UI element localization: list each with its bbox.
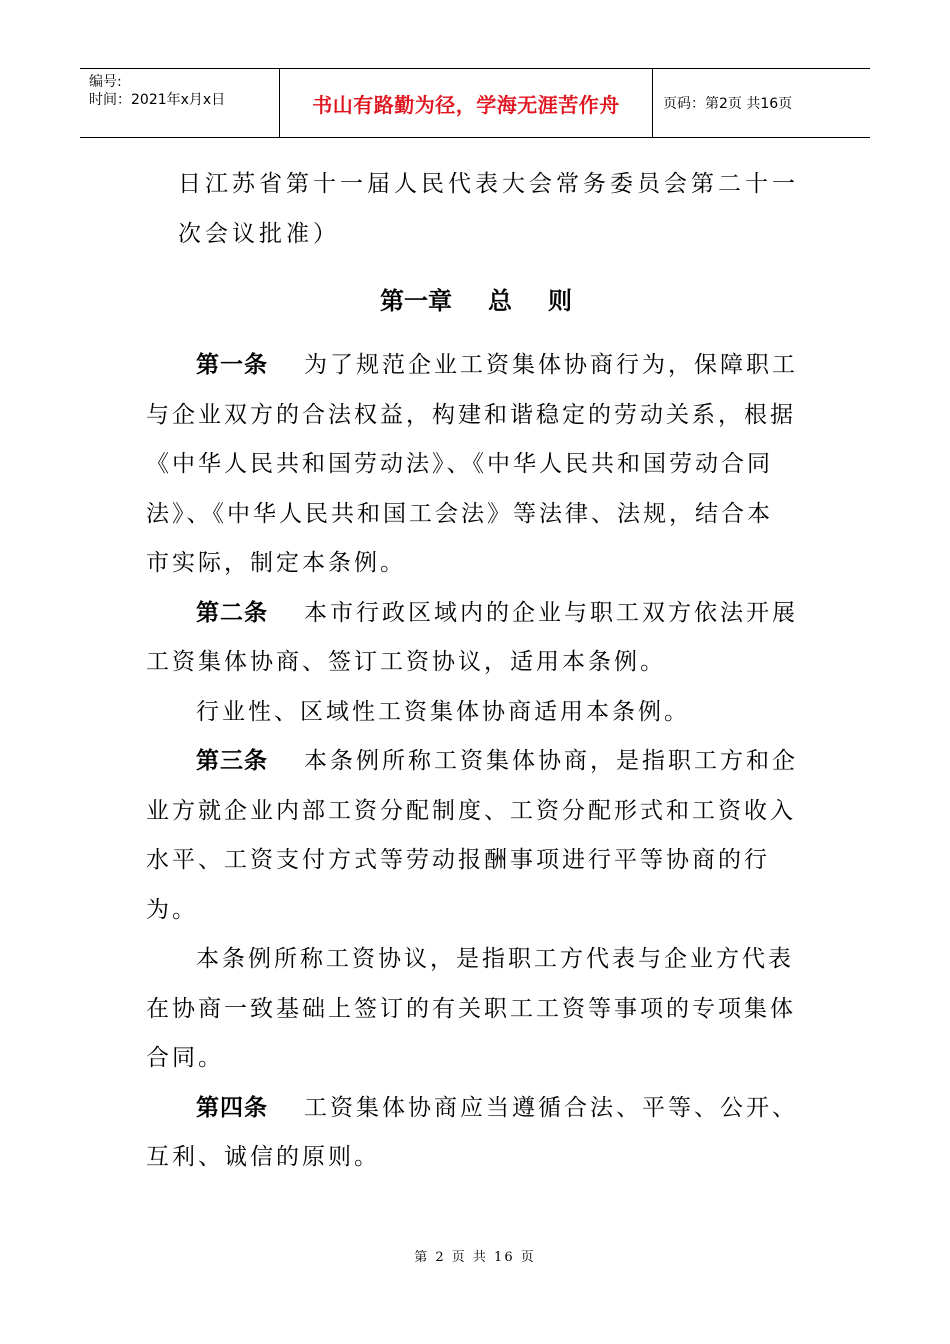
article-1-label: 第一条 [196, 352, 268, 378]
article-4-label: 第四条 [196, 1094, 268, 1121]
page-header [80, 68, 870, 138]
article-3-label: 第三条 [196, 748, 268, 774]
article-1-line-3: 《中华人民共和国劳动法》、《中华人民共和国劳动合同 [146, 451, 773, 477]
article-4 [146, 1084, 806, 1183]
article-2-paragraph-2: 行业性、区域性工资集体协商适用本条例。 [196, 698, 690, 725]
article-1-line-4: 法》、《中华人民共和国工会法》等法律、法规，结合本 [146, 500, 773, 527]
chapter-name-2: 则 [548, 287, 572, 315]
chapter-name-1: 总 [488, 287, 512, 315]
chapter-number: 第一章 [380, 287, 452, 315]
article-3-p2-line-1: 本条例所称工资协议，是指职工方代表与企业方代表 [196, 946, 794, 972]
preamble-line-1: 日江苏省第十一届人民代表大会常务委员会第二十一 [178, 171, 799, 197]
preamble-line-2: 次会议批准） [178, 220, 340, 247]
article-3-p2-line-2: 在协商一致基础上签订的有关职工工资等事项的专项集体 [146, 995, 796, 1022]
header-meta [80, 69, 280, 137]
article-1-line-5: 市实际，制定本条例。 [146, 550, 406, 576]
chapter-title [146, 285, 806, 317]
article-2-text-1: 本市行政区域内的企业与职工双方依法开展 [304, 599, 798, 626]
page-footer: 第 2 页 共 16 页 [414, 1250, 536, 1265]
article-4-text-1: 工资集体协商应当遵循合法、平等、公开、 [304, 1094, 798, 1121]
document-body [146, 160, 806, 1183]
article-2-line-2: 工资集体协商、签订工资协议，适用本条例。 [146, 649, 666, 675]
header-page-info: 页码：第2页 共16页 [663, 96, 793, 112]
time-label: 时间：2021年x月x日 [89, 92, 226, 108]
article-4-line-2: 互利、诚信的原则。 [146, 1144, 380, 1170]
article-3 [146, 737, 806, 1084]
article-1-line-1 [146, 341, 806, 391]
article-4-line-1 [146, 1084, 806, 1134]
article-2 [146, 589, 806, 738]
article-1 [146, 341, 806, 589]
header-motto: 书山有路勤为径，学海无涯苦作舟 [280, 69, 653, 137]
article-3-line-2: 业方就企业内部工资分配制度、工资分配形式和工资收入 [146, 797, 796, 824]
article-3-p2-line-3: 合同。 [146, 1045, 224, 1071]
article-1-text-1: 为了规范企业工资集体协商行为，保障职工 [304, 352, 798, 378]
article-1-line-2: 与企业双方的合法权益，构建和谐稳定的劳动关系，根据 [146, 401, 796, 428]
article-3-line-1 [146, 737, 806, 787]
article-3-line-3: 水平、工资支付方式等劳动报酬事项进行平等协商的行为。 [146, 847, 770, 923]
article-3-text-1: 本条例所称工资集体协商，是指职工方和企 [304, 748, 798, 774]
article-2-label: 第二条 [196, 599, 268, 626]
article-2-line-1 [146, 589, 806, 639]
number-label: 编号: [89, 74, 122, 90]
